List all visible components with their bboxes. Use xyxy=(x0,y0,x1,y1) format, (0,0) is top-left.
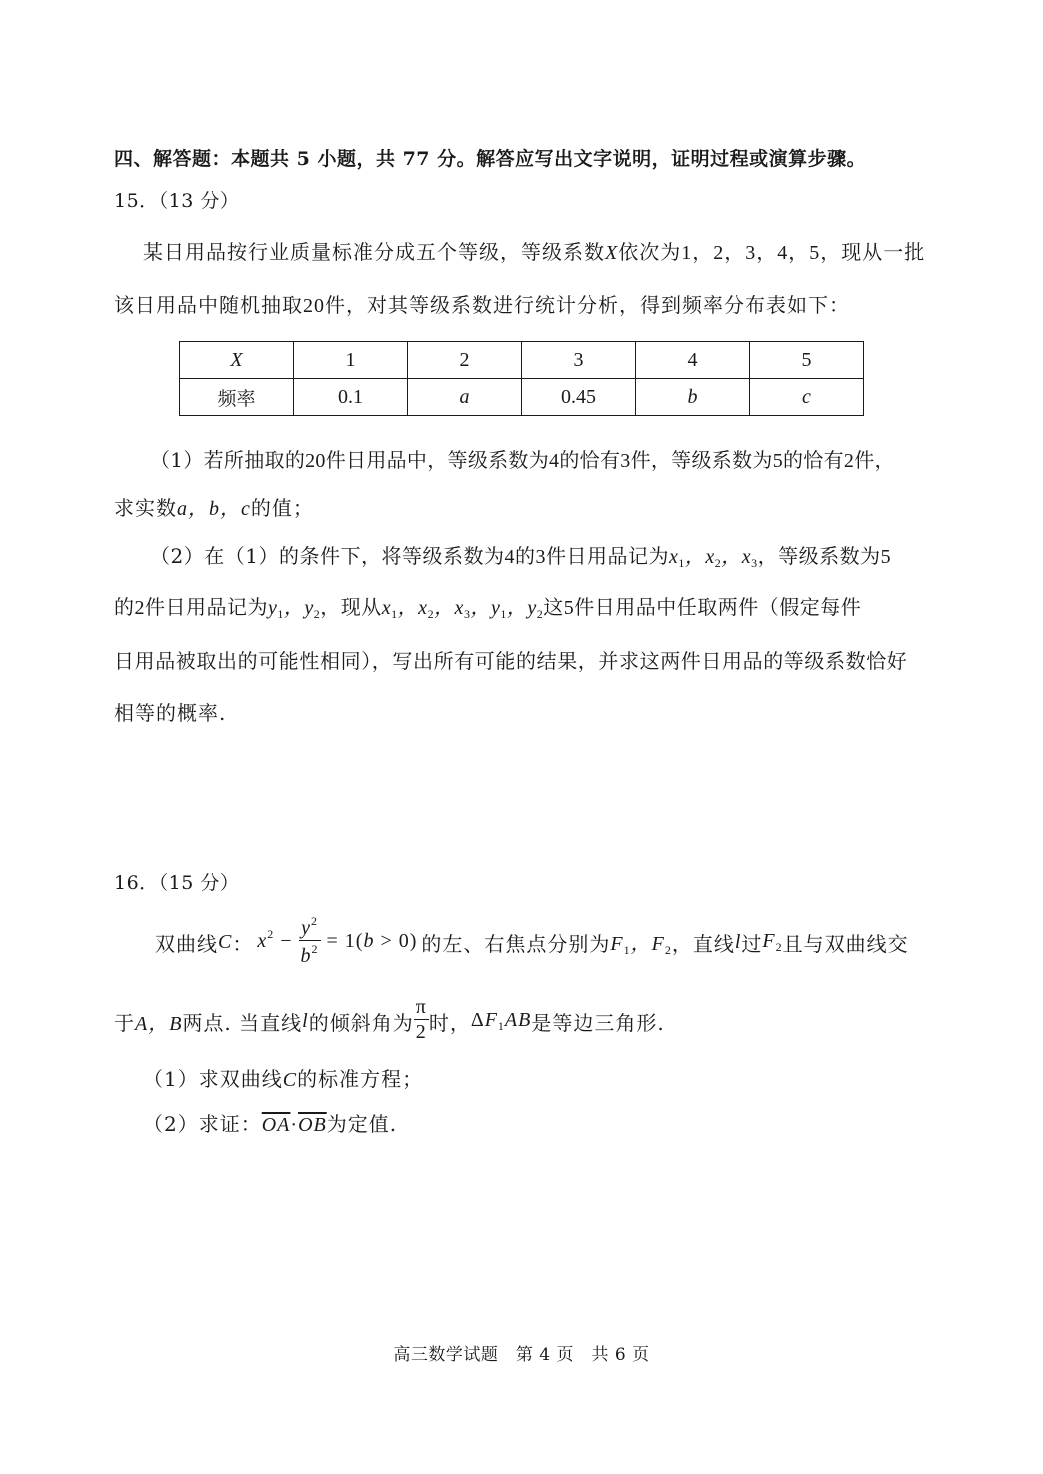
pi-over-two: $\frac{\pi}{2}$ xyxy=(415,995,427,1043)
section-heading: 四、解答题：本题共 5 小题，共 77 分。解答应写出文字说明，证明过程或演算步骤。 xyxy=(114,148,867,170)
triangle-f1ab: $\Delta F_1AB$ xyxy=(470,1008,532,1033)
table-cell: c xyxy=(750,379,864,416)
q15-intro-line2: 该日用品中随机抽取20件，对其等级系数进行统计分析，得到频率分布表如下： xyxy=(114,293,850,317)
q16-line2: 于 A，B 两点. 当直线 l 的倾斜角为 $\frac{\pi}{2}$ 时， $\Delta F_1AB$ 是等边三角形. xyxy=(114,995,665,1043)
table-cell: b xyxy=(636,379,750,416)
table-cell: 0.1 xyxy=(294,379,408,416)
q15-part2-line3: 日用品被取出的可能性相同），写出所有可能的结果，并求这两件日用品的等级系数恰好 xyxy=(114,649,908,673)
table-cell: 0.45 xyxy=(522,379,636,416)
q15-part2-line2: 的2件日用品记为$y_1$，$y_2$，现从$x_1$，$x_2$，$x_3$，$y_1$，$y_2$这5件日用品中任取两件（假定每件 xyxy=(114,595,862,621)
x-variables: $x_1$，$x_2$，$x_3$ xyxy=(668,546,758,570)
question-15-number: 15．（13 分） xyxy=(114,190,240,212)
q16-part1: （1）求双曲线C的标准方程； xyxy=(143,1067,424,1091)
focus-f2: $F_2$ xyxy=(762,929,783,954)
foci-labels: $F_1$，$F_2$ xyxy=(610,932,672,957)
all-variables: $x_1$，$x_2$，$x_3$，$y_1$，$y_2$ xyxy=(381,597,544,621)
frequency-table xyxy=(179,341,864,416)
table-cell: 频率 xyxy=(180,379,294,416)
table-cell: 3 xyxy=(522,342,636,379)
table-cell: 5 xyxy=(750,342,864,379)
table-cell: X xyxy=(180,342,294,379)
table-cell: a xyxy=(408,379,522,416)
q15-part2-line4: 相等的概率. xyxy=(114,701,227,725)
q15-part1-line1: （1）若所抽取的20件日用品中，等级系数为4的恰有3件，等级系数为5的恰有2件， xyxy=(150,448,895,472)
hyperbola-equation: $x^2$ − $\frac{y^2}{b^2}$ = 1(b > 0) xyxy=(257,913,418,967)
dot-product-oa-ob: $\overline{OA}\cdot\overline{OB}$ xyxy=(261,1114,327,1136)
table-cell: 4 xyxy=(636,342,750,379)
q15-intro-line1: 某日用品按行业质量标准分成五个等级，等级系数X依次为1，2，3，4，5，现从一批 xyxy=(143,240,926,264)
table-header-row xyxy=(180,342,864,379)
q16-line1: 双曲线 C ： $x^2$ − $\frac{y^2}{b^2}$ = 1(b > 0) 的左、右焦点分别为 $F_1$，$F_2$ ，直线 l 过 $F_2$ 且与双曲线交 xyxy=(155,913,909,967)
q16-part2: （2）求证：$\overline{OA}\cdot\overline{OB}$为定值. xyxy=(143,1112,398,1136)
question-16-number: 16．（15 分） xyxy=(114,872,240,894)
table-cell: 1 xyxy=(294,342,408,379)
q15-part1-line2: 求实数a，b，c的值； xyxy=(114,496,314,520)
points-ab: A，B xyxy=(135,1012,183,1035)
page-footer: 高三数学试题 第 4 页 共 6 页 xyxy=(393,1345,650,1365)
table-row xyxy=(180,379,864,416)
q15-part2-line1: （2）在（1）的条件下，将等级系数为4的3件日用品记为$x_1$，$x_2$，$x_3$，等级系数为5 xyxy=(150,544,892,570)
y-variables: $y_1$，$y_2$ xyxy=(268,597,321,621)
table-cell: 2 xyxy=(408,342,522,379)
